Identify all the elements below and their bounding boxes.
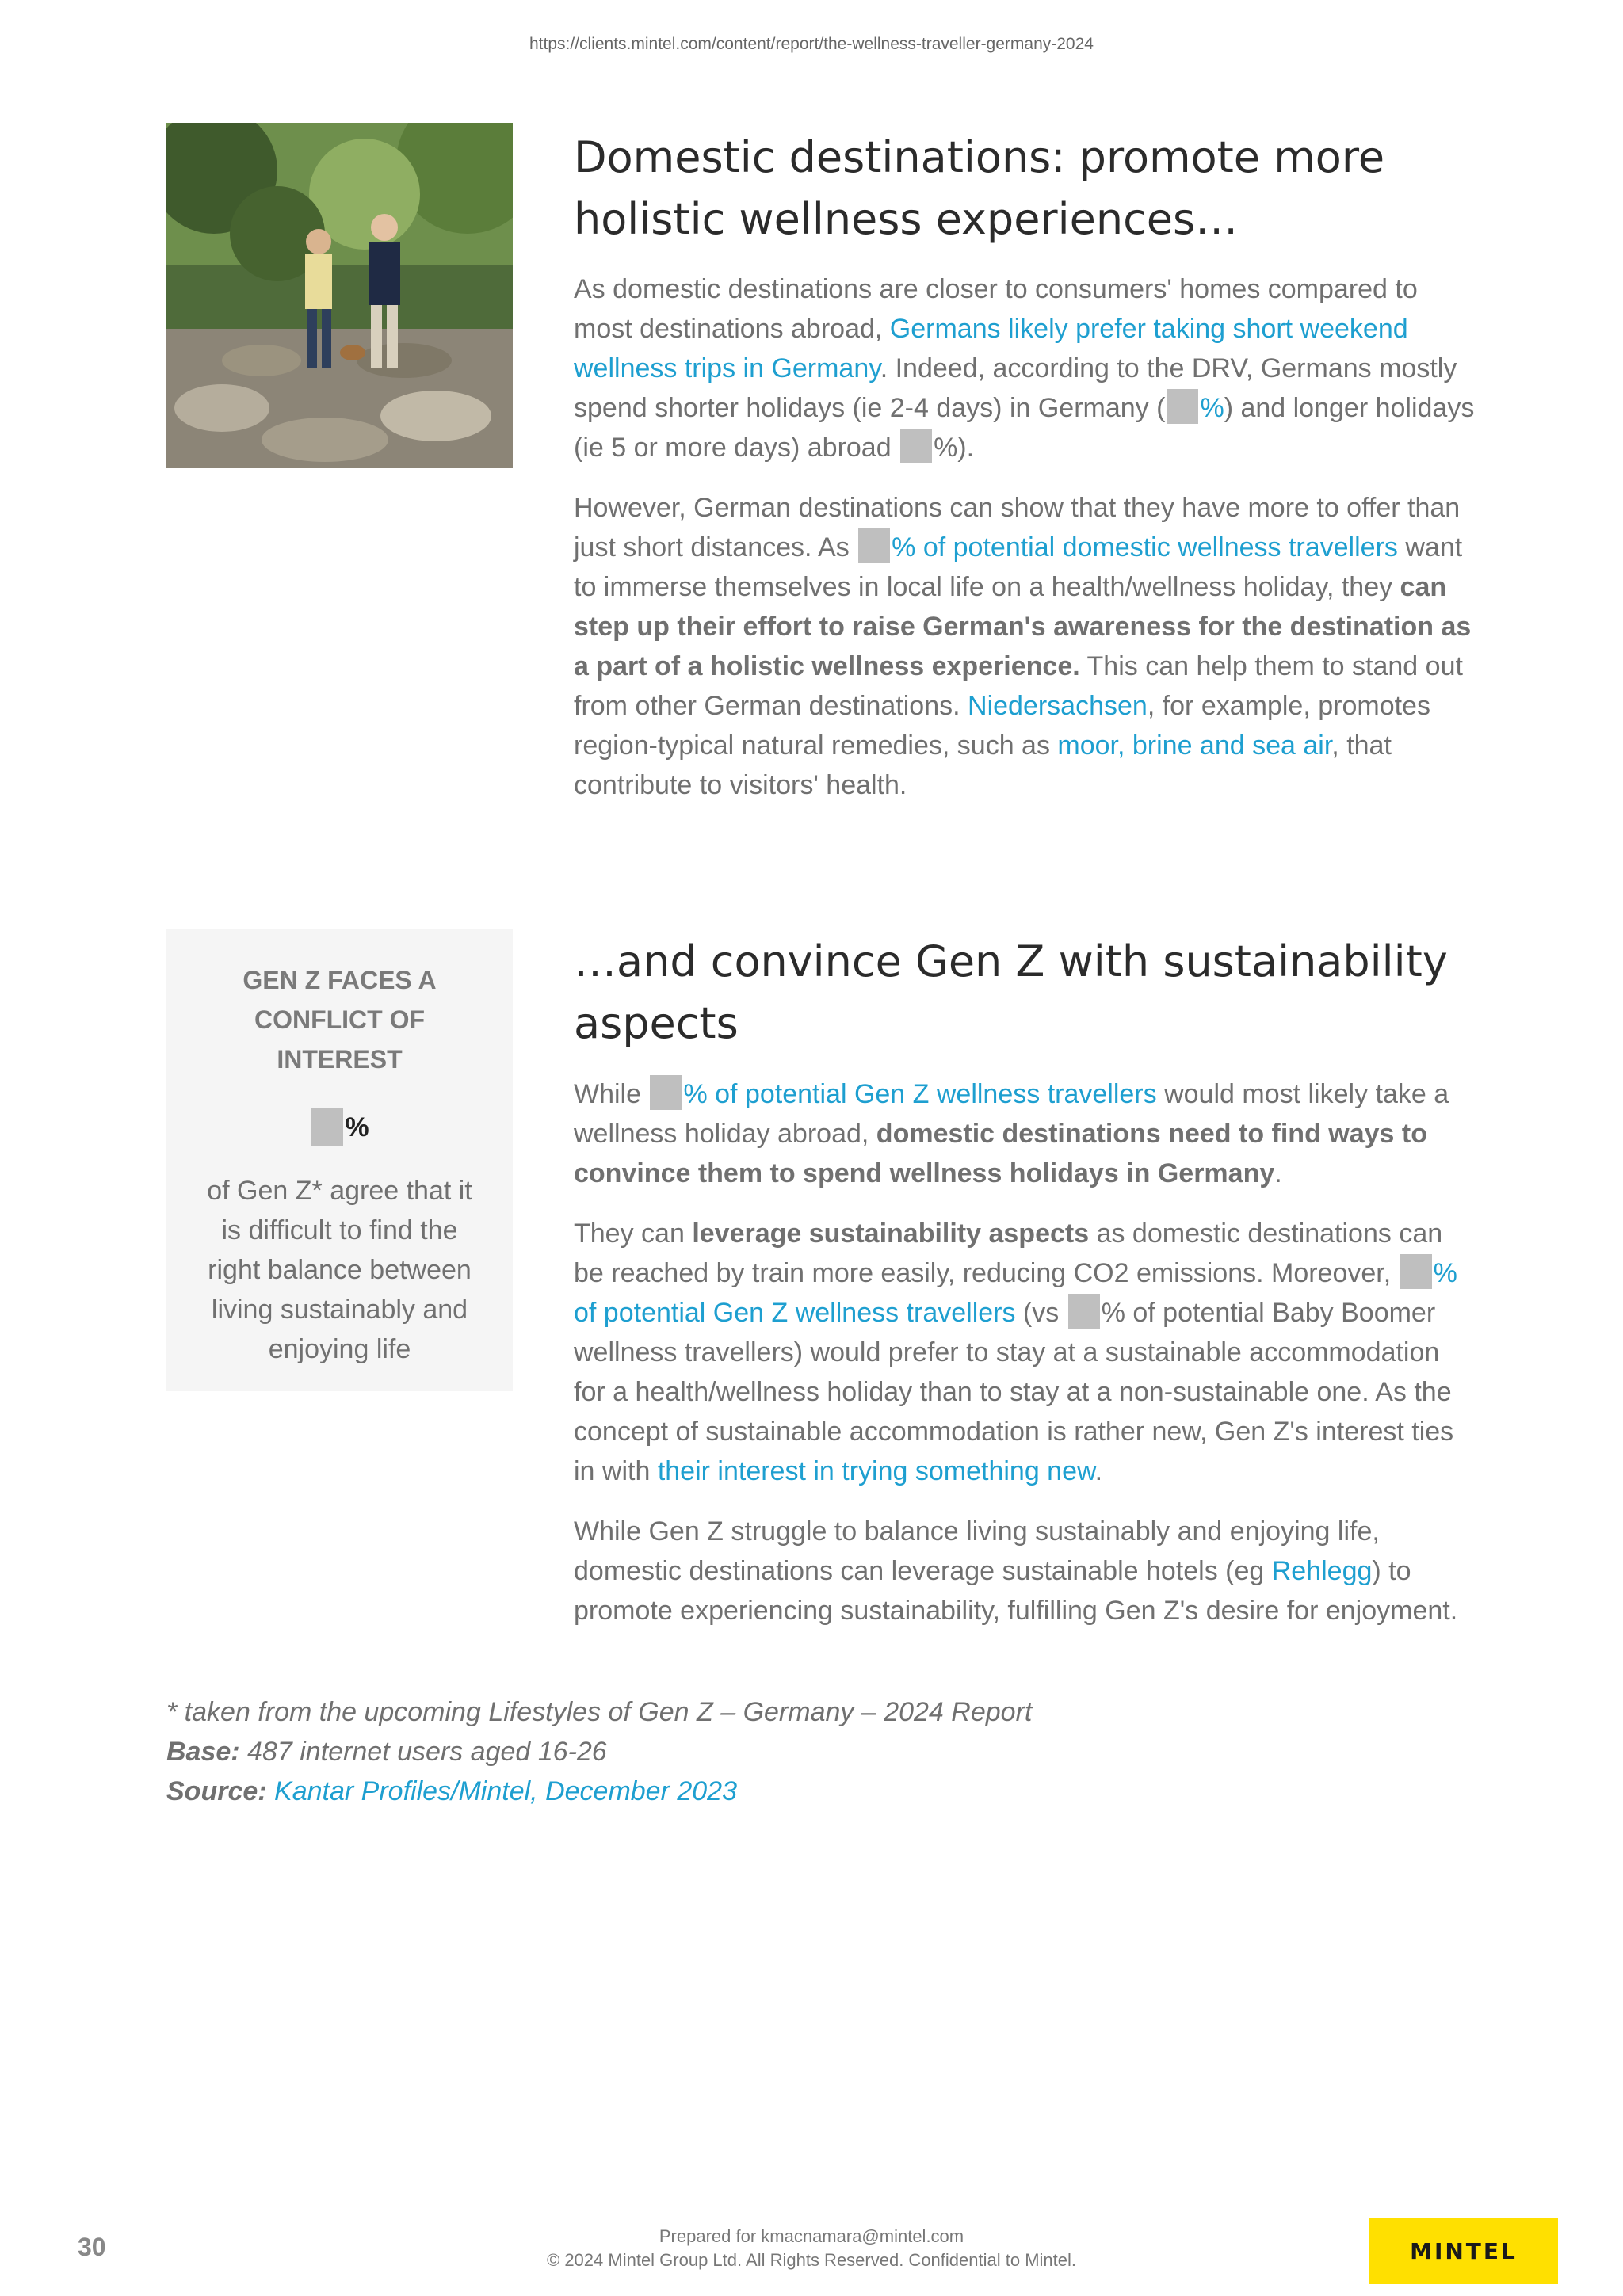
text-run: ) to promote experiencing sustainability, fulfilling Gen Z's desire for enjoyment. (574, 1556, 1458, 1626)
text-run: . (1094, 1456, 1103, 1486)
stat-value (166, 1108, 513, 1146)
section-title-gen-z: …and convince Gen Z with sustainability aspects (574, 936, 1448, 1048)
stat-box-heading: GEN Z FACES A CONFLICT OF INTEREST (242, 966, 437, 1074)
text-run: ) and longer holidays (ie 5 or more days) abroad (574, 393, 1475, 463)
paragraph-gen-z-1 (574, 1074, 1477, 1193)
link-moor-brine-sea-air[interactable]: moor, brine and sea air (1057, 730, 1332, 761)
bold-text: domestic destinations need to find ways to convince them to spend wellness holidays in Germany (574, 1119, 1428, 1188)
link-niedersachsen[interactable]: Niedersachsen (968, 691, 1148, 721)
link-source[interactable]: Kantar Profiles/Mintel, December 2023 (274, 1776, 737, 1806)
footnote-source (166, 1772, 1434, 1811)
text-run: %). (934, 433, 975, 463)
text-run: (vs (1015, 1298, 1067, 1328)
text-run: . Indeed, according to the DRV, Germans mostly spend shorter holidays (ie 2-4 days) in Germany ( (574, 353, 1457, 423)
bold-text: can step up their effort to raise German's awareness for the destination as a part of a holistic wellness experience. (574, 572, 1472, 681)
text-run: % of potential Baby Boomer wellness travellers) would prefer to stay at a sustainable accommodation for a health/wellness holiday than to stay at a non-sustainable one. As the concept of sustainable accommodation is rather new, Gen Z's interest ties in with (574, 1298, 1454, 1486)
link-something-new[interactable]: their interest in trying something new (657, 1456, 1095, 1486)
redacted-value (900, 429, 932, 463)
redacted-value (650, 1075, 682, 1110)
text-run: As domestic destinations are closer to consumers' homes compared to most destinations abroad, (574, 274, 1418, 344)
base-label: Base: (166, 1737, 240, 1767)
text-run: They can (574, 1219, 693, 1249)
paragraph-gen-z-3 (574, 1512, 1477, 1630)
link-domestic-travellers[interactable]: % of potential domestic wellness travellers (892, 532, 1398, 563)
redacted-value (1167, 389, 1198, 424)
stat-description: of Gen Z* agree that it is difficult to find the right balance between living sustainably and enjoying life (207, 1176, 472, 1364)
link-short-weekend-trips[interactable]: Germans likely prefer taking short weekend wellness trips in Germany (574, 314, 1408, 383)
paragraph-domestic-2 (574, 488, 1477, 805)
photo-illustration (166, 123, 513, 468)
text-run: would most likely take a wellness holiday abroad, (574, 1079, 1449, 1149)
redacted-value (1400, 1254, 1432, 1289)
paragraph-gen-z-2 (574, 1214, 1477, 1491)
page-number: 30 (78, 2233, 106, 2261)
text-run: This can help them to stand out from other German destinations. (574, 651, 1463, 721)
prepared-for: Prepared for kmacnamara@mintel.com (659, 2226, 964, 2246)
paragraph-domestic-1 (574, 269, 1477, 467)
gen-z-stat-box (166, 929, 513, 1391)
link-gen-z-sustainable[interactable]: % of potential Gen Z wellness travellers (574, 1258, 1457, 1328)
redacted-value (1068, 1294, 1100, 1329)
link-gen-z-travellers[interactable]: % of potential Gen Z wellness travellers (683, 1079, 1157, 1109)
copyright: © 2024 Mintel Group Ltd. All Rights Reserved. Confidential to Mintel. (547, 2250, 1076, 2270)
link-percent-germany[interactable]: % (1200, 393, 1224, 423)
footnote-base (166, 1732, 1434, 1772)
source-label: Source: (166, 1776, 267, 1806)
text-run: However, German destinations can show that they have more to offer than just short distances. As (574, 493, 1461, 563)
text-run: . (1274, 1158, 1282, 1188)
redacted-value (311, 1108, 343, 1146)
text-run: While Gen Z struggle to balance living sustainably and enjoying life, domestic destinations can leverage sustainable hotels (eg (574, 1516, 1380, 1586)
mintel-logo: MINTEL (1369, 2218, 1558, 2284)
bold-text: leverage sustainability aspects (692, 1219, 1090, 1249)
text-run: , that contribute to visitors' health. (574, 730, 1392, 800)
redacted-value (858, 528, 890, 563)
text-run: While (574, 1079, 649, 1109)
footnote-gen-z: * taken from the upcoming Lifestyles of Gen Z – Germany – 2024 Report (166, 1697, 1033, 1727)
footnotes (166, 1692, 1434, 1811)
couple-hiking-photo (166, 123, 513, 468)
stat-suffix: % (345, 1112, 369, 1142)
link-rehlegg[interactable]: Rehlegg (1271, 1556, 1373, 1586)
text-run: , for example, promotes region-typical natural remedies, such as (574, 691, 1430, 761)
text-run: as domestic destinations can be reached by train more easily, reducing CO2 emissions. Moreover, (574, 1219, 1443, 1288)
base-text: 487 internet users aged 16-26 (239, 1737, 607, 1767)
text-run: want to immerse themselves in local life on a health/wellness holiday, they (574, 532, 1463, 602)
page-url: https://clients.mintel.com/content/report/the-wellness-traveller-germany-2024 (529, 35, 1094, 53)
section-title-domestic: Domestic destinations: promote more holistic wellness experiences… (574, 132, 1385, 244)
